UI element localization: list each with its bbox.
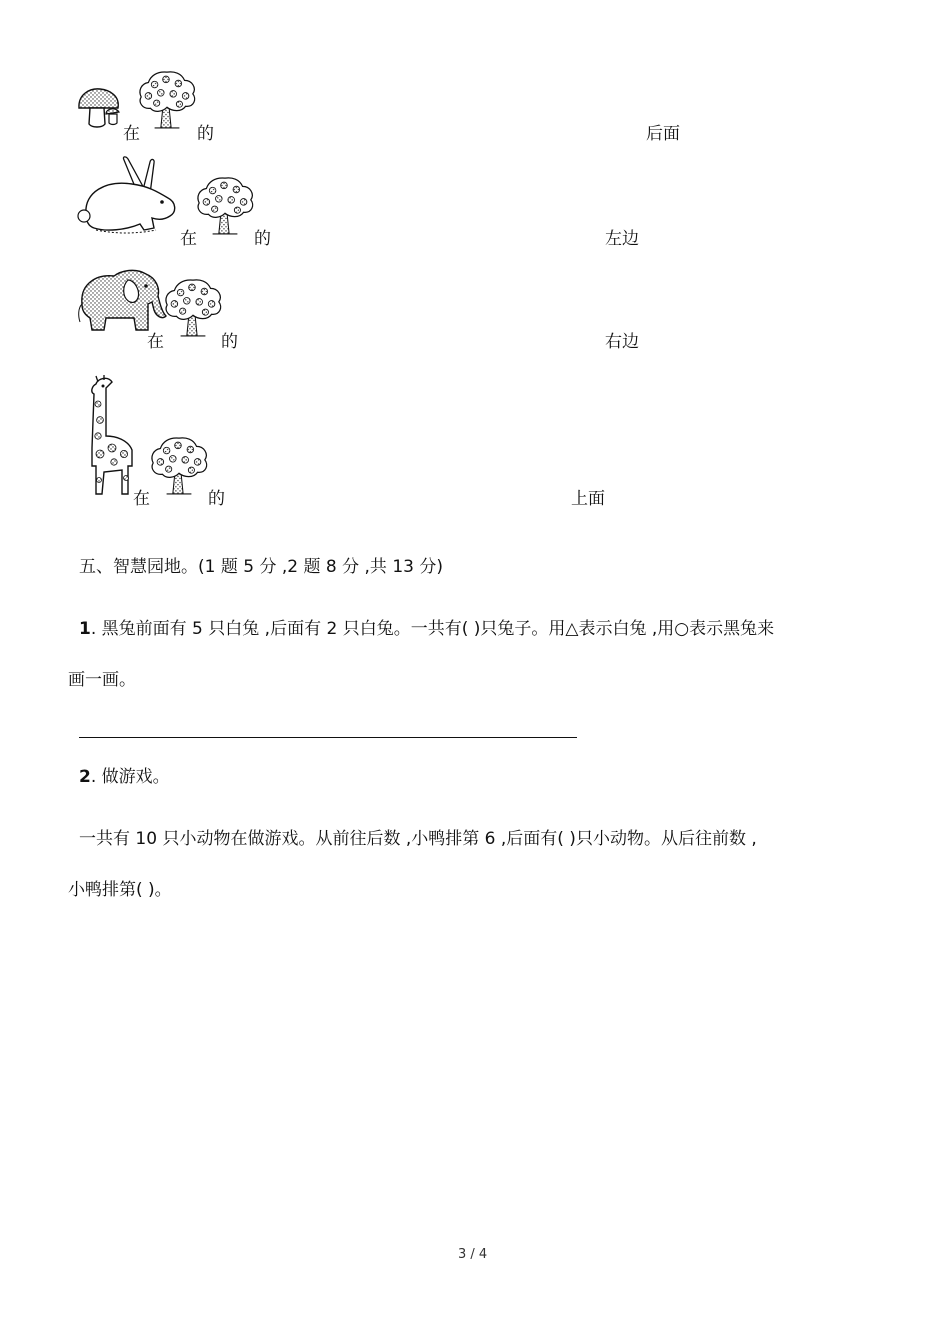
tree-icon	[162, 276, 224, 338]
row1-zai: 在	[123, 124, 140, 144]
question-2-number: 2	[79, 767, 91, 787]
row2-zai: 在	[180, 229, 197, 249]
row1-direction: 后面	[646, 124, 680, 144]
question-1-text: . 黑兔前面有 5 只白兔 ,后面有 2 只白兔。一共有( )只兔子。用△表示白兔 ,用○表示黑兔来	[90, 619, 775, 639]
question-1-line2: 画一画。	[68, 670, 136, 690]
row4-direction: 上面	[571, 489, 605, 509]
question-2-label: . 做游戏。	[90, 767, 170, 787]
question-2-line2: 小鸭排第( )。	[68, 880, 172, 900]
rabbit-icon	[76, 154, 180, 238]
row3-zai: 在	[147, 332, 164, 352]
elephant-icon	[76, 264, 168, 336]
section-heading: 五、智慧园地。(1 题 5 分 ,2 题 8 分 ,共 13 分)	[79, 557, 444, 577]
row2-direction: 左边	[605, 229, 639, 249]
row3-direction: 右边	[605, 332, 639, 352]
row4-de: 的	[208, 489, 225, 509]
page-number: 3 / 4	[458, 1247, 488, 1262]
tree-icon	[148, 434, 210, 496]
question-1-line1	[79, 621, 774, 638]
question-2-line1: 一共有 10 只小动物在做游戏。从前往后数 ,小鸭排第 6 ,后面有( )只小动物。从后往前数 ,	[79, 829, 757, 849]
answer-line[interactable]	[79, 737, 577, 738]
row1-de: 的	[197, 124, 214, 144]
giraffe-icon	[76, 374, 138, 496]
question-2-title	[79, 769, 170, 786]
question-1-number: 1	[79, 619, 91, 639]
mushroom-icon	[76, 86, 124, 130]
tree-icon	[194, 174, 256, 236]
row2-de: 的	[254, 229, 271, 249]
tree-icon	[136, 68, 198, 130]
row3-de: 的	[221, 332, 238, 352]
row4-zai: 在	[133, 489, 150, 509]
